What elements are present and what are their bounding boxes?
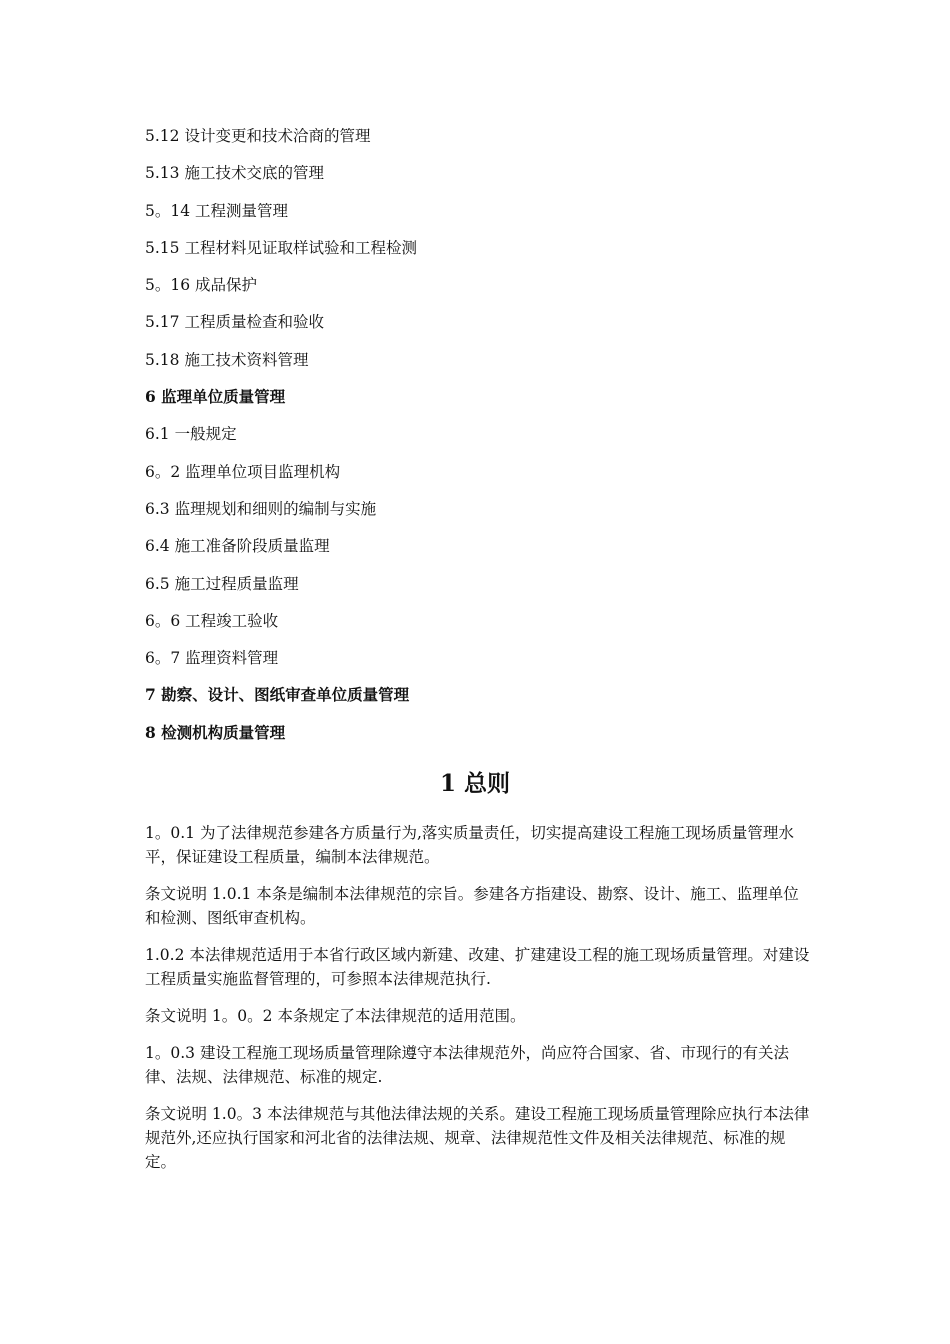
chapter-title: 1 总则 xyxy=(439,770,510,797)
chapter-body xyxy=(145,821,813,1187)
toc-entry: 5.17 工程质量检查和验收 xyxy=(145,313,324,332)
toc-entry: 6.5 施工过程质量监理 xyxy=(145,574,299,593)
toc-entry: 6.3 监理规划和细则的编制与实施 xyxy=(145,499,377,518)
toc-entry: 5。14 工程测量管理 xyxy=(145,201,289,220)
toc-entry: 5。16 成品保护 xyxy=(145,276,258,295)
toc-entry: 6。2 监理单位项目监理机构 xyxy=(145,462,341,481)
clause-explanation: 条文说明 1。0。2 本条规定了本法律规范的适用范围。 xyxy=(145,1007,526,1025)
toc-entry: 5.12 设计变更和技术洽商的管理 xyxy=(145,127,371,145)
toc-section-heading: 8 检测机构质量管理 xyxy=(145,722,286,742)
toc-entry: 6。7 监理资料管理 xyxy=(145,649,279,668)
toc-entry: 5.13 施工技术交底的管理 xyxy=(145,164,324,183)
toc-entry: 5.18 施工技术资料管理 xyxy=(145,350,309,369)
toc-entry: 6.4 施工准备阶段质量监理 xyxy=(145,537,330,556)
toc-entry: 5.15 工程材料见证取样试验和工程检测 xyxy=(145,238,417,257)
clause-explanation: 条文说明 1.0.1 本条是编制本法律规范的宗旨。参建各方指建设、勘察、设计、施工、监理单位和检测、图纸审查机构。 xyxy=(145,885,799,927)
clause-paragraph: 1.0.2 本法律规范适用于本省行政区域内新建、改建、扩建建设工程的施工现场质量管理。对建设工程质量实施监督管理的，可参照本法律规范执行. xyxy=(145,946,810,988)
toc-entry: 6。6 工程竣工验收 xyxy=(145,611,279,630)
toc-entry: 6.1 一般规定 xyxy=(145,425,237,444)
clause-explanation: 条文说明 1.0。3 本法律规范与其他法律法规的关系。建设工程施工现场质量管理除应执行本法律规范外,还应执行国家和河北省的法律法规、规章、法律规范性文件及相关法律规范、标准的规定。 xyxy=(145,1105,810,1171)
toc-section-heading: 7 勘察、设计、图纸审查单位质量管理 xyxy=(145,685,410,705)
toc-section-heading: 6 监理单位质量管理 xyxy=(145,387,286,407)
table-of-contents xyxy=(145,124,825,758)
clause-paragraph: 1。0.1 为了法律规范参建各方质量行为,落实质量责任，切实提高建设工程施工现场质量管理水平，保证建设工程质量，编制本法律规范。 xyxy=(145,824,794,866)
clause-paragraph: 1。0.3 建设工程施工现场质量管理除遵守本法律规范外，尚应符合国家、省、市现行的有关法律、法规、法律规范、标准的规定. xyxy=(145,1044,789,1086)
